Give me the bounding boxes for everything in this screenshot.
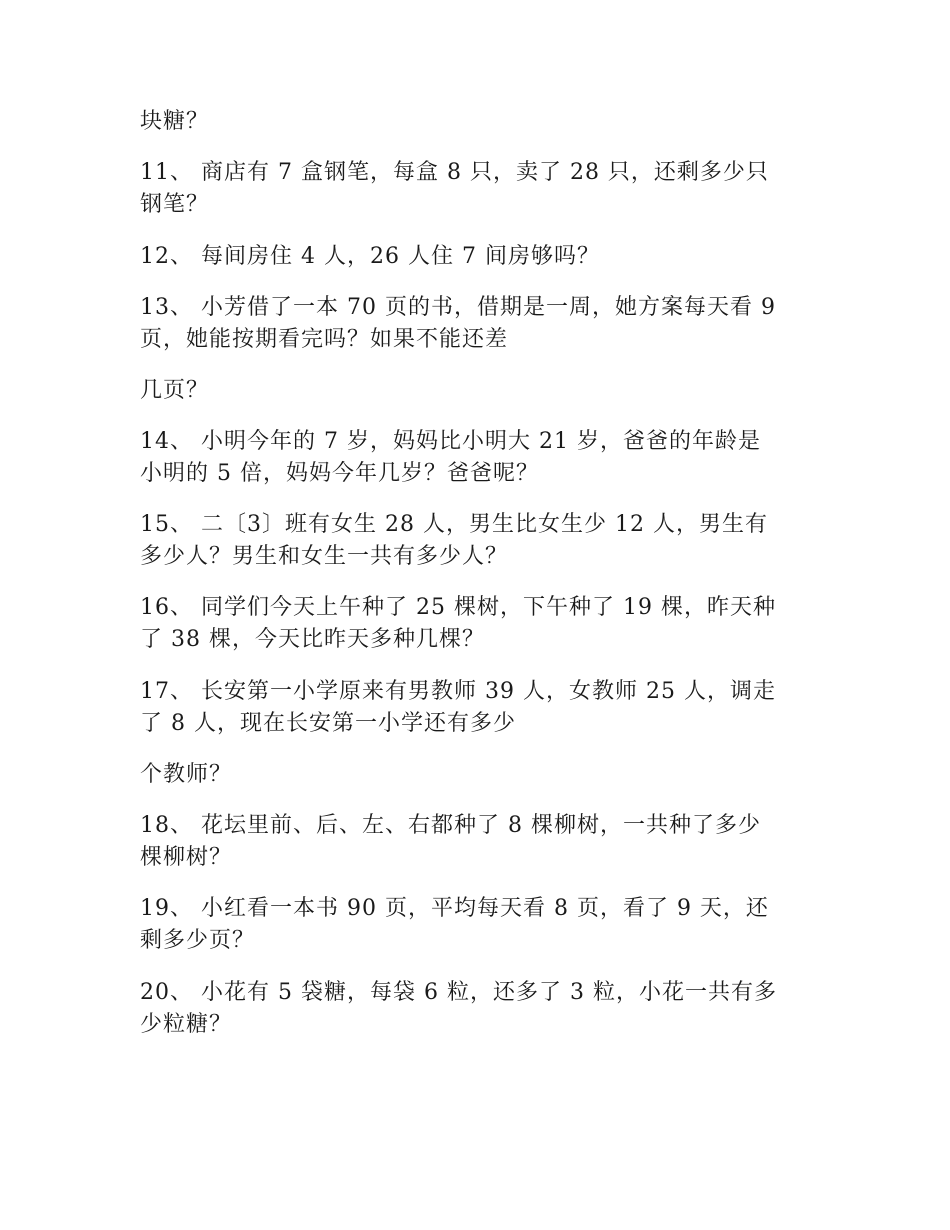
text-line: 几页？ [140, 378, 210, 403]
text-line: 17、 长安第一小学原来有男教师 39 人，女教师 25 人，调走 [140, 679, 776, 704]
text-line: 剩多少页？ [140, 928, 256, 953]
text-line: 18、 花坛里前、后、左、右都种了 8 棵柳树，一共种了多少 [140, 813, 761, 838]
text-line: 页，她能按期看完吗？如果不能还差 [140, 327, 509, 352]
text-line: 块糖？ [140, 109, 210, 134]
text-line: 个教师？ [140, 762, 233, 787]
text-line: 15、 二〔3〕班有女生 28 人，男生比女生少 12 人，男生有 [140, 512, 768, 537]
text-line: 11、 商店有 7 盒钢笔，每盒 8 只，卖了 28 只，还剩多少只 [140, 160, 769, 185]
text-line: 小明的 5 倍，妈妈今年几岁？爸爸呢？ [140, 461, 539, 486]
text-line: 19、 小红看一本书 90 页，平均每天看 8 页，看了 9 天，还 [140, 896, 769, 921]
text-line: 少粒糖？ [140, 1012, 233, 1037]
text-line: 棵柳树？ [140, 845, 233, 870]
text-line: 钢笔？ [140, 192, 210, 217]
text-line: 16、 同学们今天上午种了 25 棵树，下午种了 19 棵，昨天种 [140, 595, 776, 620]
text-line: 20、 小花有 5 袋糖，每袋 6 粒，还多了 3 粒，小花一共有多 [140, 980, 777, 1005]
text-line: 12、 每间房住 4 人，26 人住 7 间房够吗？ [140, 244, 600, 269]
text-line: 14、 小明今年的 7 岁，妈妈比小明大 21 岁，爸爸的年龄是 [140, 429, 761, 454]
text-line: 多少人？男生和女生一共有多少人？ [140, 544, 509, 569]
text-line: 13、 小芳借了一本 70 页的书，借期是一周，她方案每天看 9 [140, 295, 776, 320]
text-line: 了 8 人，现在长安第一小学还有多少 [140, 711, 516, 736]
text-line: 了 38 棵，今天比昨天多种几棵？ [140, 627, 485, 652]
